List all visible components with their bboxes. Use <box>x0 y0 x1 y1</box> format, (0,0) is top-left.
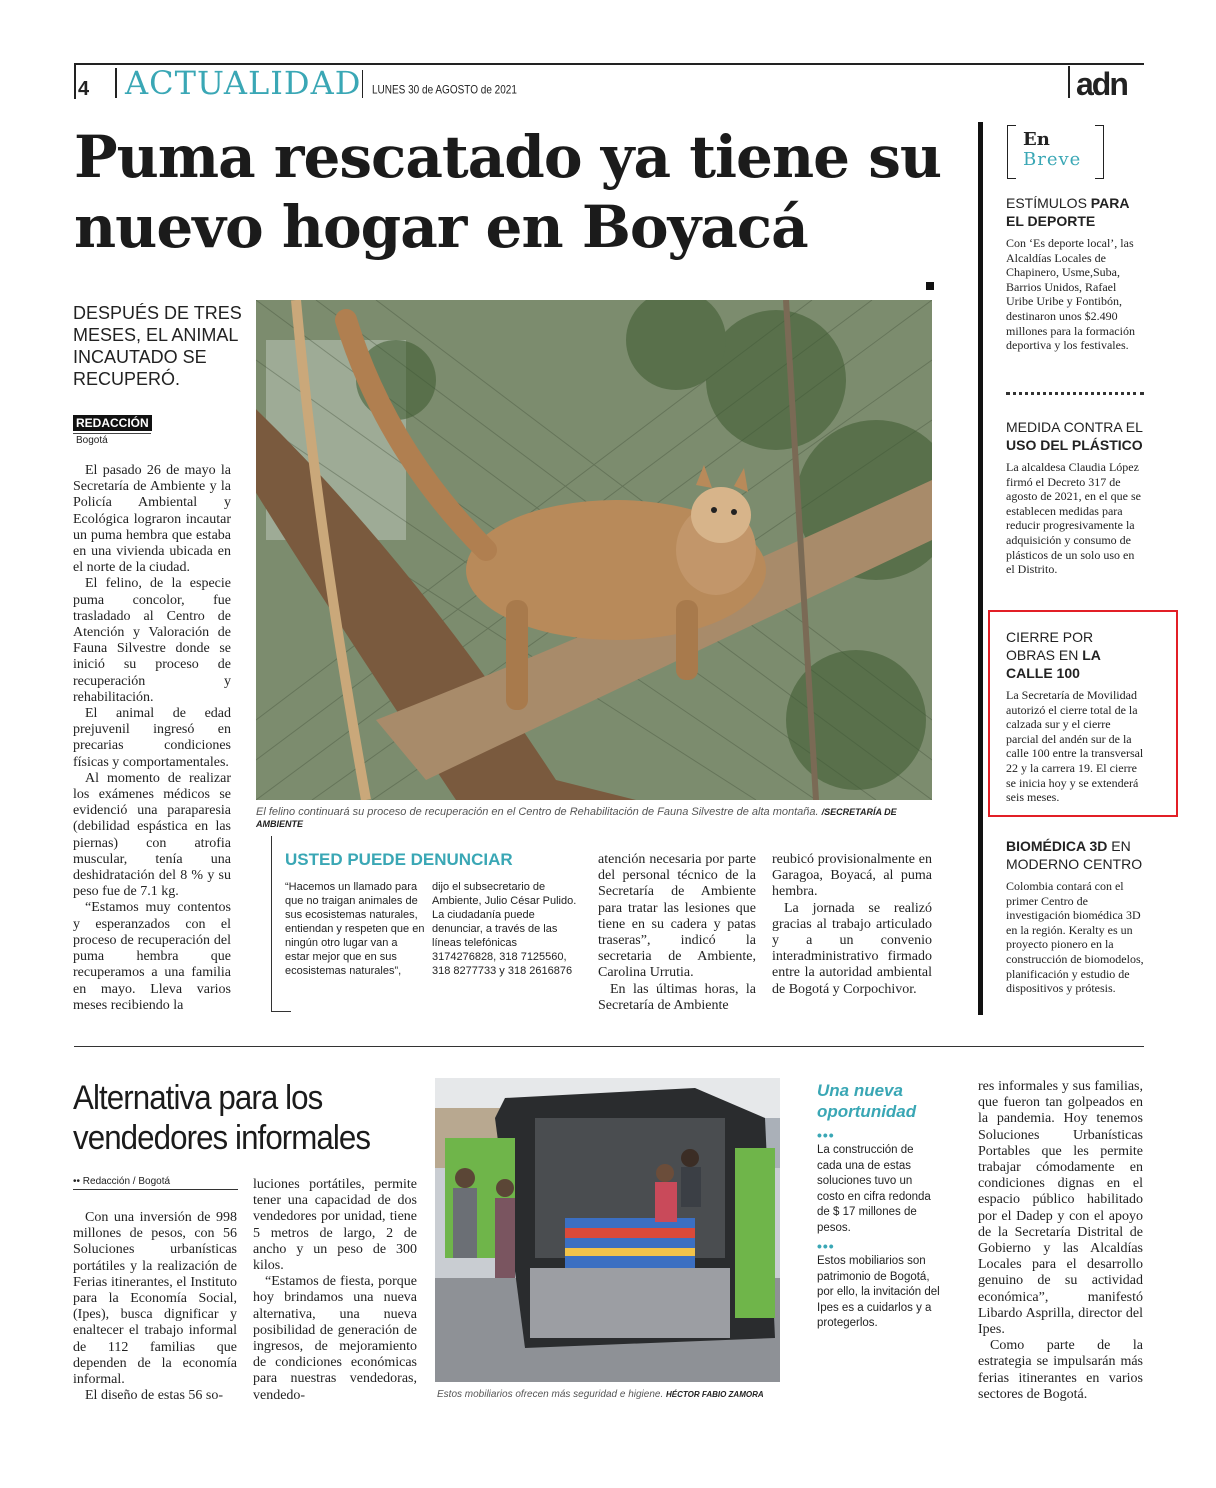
sidebar-rule <box>978 122 983 1015</box>
main-subhead: DESPUÉS DE TRES MESES, EL ANIMAL INCAUTADO SE RECUPERÓ. <box>73 303 242 389</box>
dotted-divider <box>1006 392 1144 395</box>
photo-caption <box>256 806 932 830</box>
paragraph: luciones portátiles, permite tener una capacidad de dos vendedores por unidad, tiene 5 metros de largo, 2 de ancho y un peso de 300 kilos. <box>253 1177 417 1274</box>
en-breve-label <box>1007 125 1104 177</box>
brief-title <box>1006 418 1144 454</box>
second-column-4 <box>978 1079 1143 1403</box>
side-note <box>817 1127 941 1332</box>
paragraph: res informales y sus familias, que fueron tan golpeados en la pandemia. Hoy tenemos Soluciones Urbanísticas Portables que les permite trabajar cómodamente en condiciones dignas en el espacio público habilitado por el Dadep y con el apoyo de la Secretaría Distrital de Gobierno y las Alcaldías Locales para el desarrollo genuino de su actividad económica”, manifestó Libardo Asprilla, director del Ipes. <box>978 1079 1143 1338</box>
brief-item <box>1006 418 1144 577</box>
side-note-title: Una nueva oportunidad <box>817 1081 917 1121</box>
bracket-right <box>1095 125 1104 179</box>
photo-caption-2 <box>437 1389 782 1400</box>
photo-credit: /SECRETARÍA DE AMBIENTE <box>256 807 897 829</box>
byline: REDACCIÓN <box>73 415 152 431</box>
paragraph: La jornada se realizó gracias al trabajo articulado y a un convenio interadministrativo firmado entre la autoridad ambiental de Bogotá y Corpochivor. <box>772 900 932 997</box>
main-headline: Puma rescatado ya tiene su nuevo hogar en Boyacá <box>74 123 942 261</box>
vendors-photo <box>435 1078 780 1382</box>
page-number-rule <box>74 63 76 99</box>
dots-ornament: ••• <box>817 1238 835 1254</box>
second-column-1 <box>73 1210 237 1404</box>
byline-city: Bogotá <box>76 435 108 446</box>
paragraph: “Estamos de fiesta, porque hoy brindamos una nueva alternativa, una nueva posibilidad de generación de ingresos, de mejoramiento de condiciones económicas para nuestras vendedoras, vendedo- <box>253 1274 417 1403</box>
photo-credit: HÉCTOR FABIO ZAMORA <box>666 1390 764 1399</box>
paragraph: atención necesaria por parte del personal técnico de la Secretaría de Ambiente para tratar las lesiones que tiene en su cadera y patas traseras”, indicó la secretaria de Ambiente, Carolina Urrutia. <box>598 852 756 981</box>
brief-title-bold: BIOMÉDICA 3D <box>1006 838 1108 854</box>
brief-title-bold: LA CALLE 100 <box>1006 647 1101 681</box>
brief-title <box>1006 837 1144 873</box>
box-column-2: dijo el subsecretario de Ambiente, Julio César Pulido. La ciudadanía puede denunciar, a través de las líneas telefónicas 3174276828, 318 7125560, 318 8277733 y 318 2616876 <box>432 881 577 977</box>
brief-title-plain: MEDIDA CONTRA EL <box>1006 419 1143 435</box>
main-column-4 <box>772 852 932 998</box>
section-divider <box>74 1046 1144 1047</box>
byline-rule <box>73 433 151 434</box>
paragraph: Con una inversión de 998 millones de pesos, con 56 Soluciones urbanísticas portátiles y la realización de Ferias itinerantes, el Instituto para la Economía Social, (Ipes), busca dignificar y enaltecer el trabajo informal de 112 familias que dependen de la economía informal. <box>73 1210 237 1388</box>
page-number: 4 <box>78 78 90 100</box>
second-byline: •• Redacción / Bogotá <box>73 1176 238 1190</box>
caption-text: Estos mobiliarios ofrecen más seguridad e higiene. <box>437 1389 664 1400</box>
caption-text: El felino continuará su proceso de recuperación en el Centro de Rehabilitación de Fauna Silvestre de alta montaña. <box>256 806 819 818</box>
box-title: USTED PUEDE DENUNCIAR <box>285 850 513 869</box>
brief-title-plain: EN MODERNO CENTRO <box>1006 838 1143 872</box>
box-rule-left <box>271 836 272 1012</box>
box-rule-bottom <box>271 1011 291 1012</box>
en-label: En <box>1023 129 1050 150</box>
bracket-left <box>1007 125 1016 179</box>
paragraph: El diseño de estas 56 so- <box>85 1388 224 1404</box>
brief-title <box>1006 194 1144 230</box>
brief-text: Colombia contará con el primer Centro de investigación biomédica 3D en la región. Keralty es un proyecto pionero en la construcción de biomodelos, planificación y estudio de dispositivos y prótesis. <box>1006 879 1144 996</box>
brief-title-bold: PARA EL DEPORTE <box>1006 195 1129 229</box>
second-column-2 <box>253 1177 417 1404</box>
logo-rule <box>1068 66 1070 98</box>
section-title: ACTUALIDAD <box>125 64 362 102</box>
brief-text: La alcaldesa Claudia López firmó el Decreto 317 de agosto de 2021, en el que se establecen medidas para reducir progresivamente la adquisición y consumo de plásticos de un solo uso en el Distrito. <box>1006 460 1141 577</box>
brief-item <box>1006 194 1144 353</box>
headline-end-mark <box>926 282 934 290</box>
box-column-1: “Hacemos un llamado para que no traigan animales de sus ecosistemas naturales, entiendan y respeten que en ningún otro lugar van a estar mejor que en sus ecosistemas naturales”, <box>285 881 425 977</box>
paragraph: reubicó provisionalmente en Garagoa, Boyacá, al puma hembra. <box>772 852 932 900</box>
brief-title-plain: ESTÍMULOS <box>1006 195 1091 211</box>
adn-logo: adn <box>1076 66 1127 102</box>
brief-item <box>1006 837 1144 996</box>
date-rule <box>362 70 363 98</box>
paragraph: En las últimas horas, la Secretaría de Ambiente <box>598 981 756 1013</box>
paragraph: El felino, de la especie puma concolor, fue trasladado al Centro de Atención y Valoración de Fauna Silvestre donde se inició su proceso de recuperación y rehabilitación. <box>73 576 231 705</box>
main-column-1 <box>73 463 231 1014</box>
paragraph: “Estamos muy contentos y esperanzados con el proceso de recuperación del puma hembra que recuperamos a una familia en mayo. Lleva varios meses recibiendo la <box>73 900 231 1013</box>
side-note-text-2: Estos mobiliarios son patrimonio de Bogotá, por ello, la invitación del Ipes es a cuidarlos y a protegerlos. <box>817 1255 940 1329</box>
second-headline: Alternativa para los vendedores informales <box>73 1079 371 1157</box>
brief-title-plain: CIERRE POR OBRAS EN <box>1006 629 1094 663</box>
brief-title <box>1006 628 1144 682</box>
paragraph: Como parte de la estrategia se impulsarán más ferias itinerantes en varios sectores de Bogotá. <box>978 1338 1143 1402</box>
brief-text: Con ‘Es deporte local’, las Alcaldías Locales de Chapinero, Usme,Suba, Barrios Unidos, Rafael Uribe Uribe y Fontibón, destinaron unos $2.490 millones para la formación deportiva y los festivales. <box>1006 236 1135 353</box>
main-column-3 <box>598 852 756 1014</box>
puma-photo <box>256 300 932 800</box>
brief-item <box>1006 628 1144 805</box>
breve-label: Breve <box>1023 149 1082 170</box>
issue-date: LUNES 30 de AGOSTO de 2021 <box>372 83 517 98</box>
section-rule <box>115 68 117 98</box>
paragraph: Al momento de realizar los exámenes médicos se evidenció una paraparesia (debilidad espástica en las piernas) con atrofia muscular, tenía una deshidratación del 8 % y su peso fue de 7.1 kg. <box>73 770 231 900</box>
paragraph: El animal de edad prejuvenil ingresó en precarias condiciones físicas y comportamentales. <box>73 706 231 770</box>
brief-text: La Secretaría de Movilidad autorizó el cierre total de la calzada sur y el cierre parcial del andén sur de la calle 100 entre la transversal 22 y la carrera 19. El cierre se inicia hoy y se extenderá seis meses. <box>1006 688 1144 805</box>
paragraph: El pasado 26 de mayo la Secretaría de Ambiente y la Policía Ambiental y Ecológica lograron incautar un puma hembra que estaba en una vivienda ubicada en el norte de la ciudad. <box>73 463 231 576</box>
side-note-text-1: La construcción de cada una de estas soluciones tuvo un costo en cifra redonda de $ 17 millones de pesos. <box>817 1144 931 1234</box>
brief-title-bold: USO DEL PLÁSTICO <box>1006 437 1143 453</box>
dots-ornament: ••• <box>817 1127 835 1143</box>
